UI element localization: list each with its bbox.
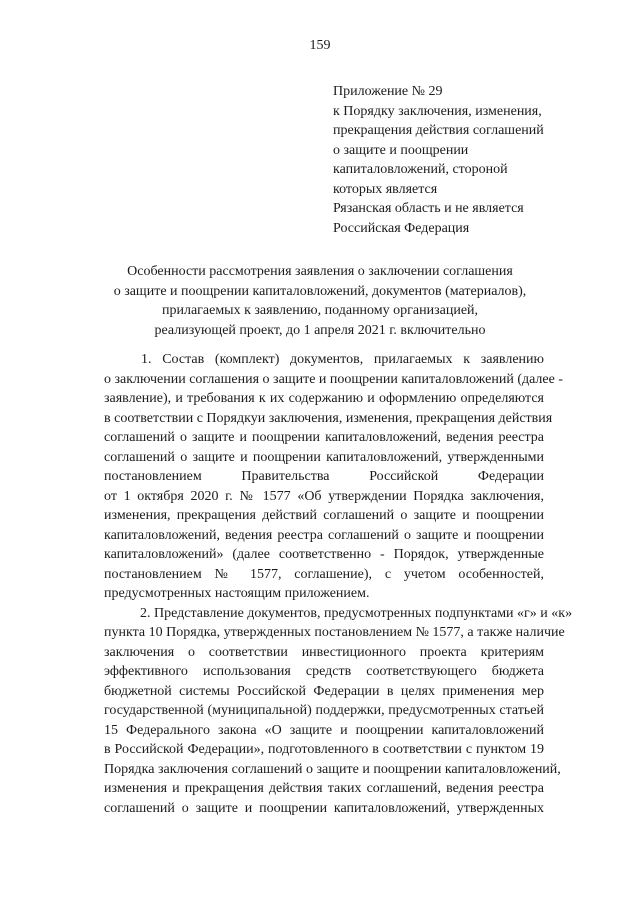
paragraph-2-line: 2. Представление документов, предусмотренных подпунктами «г» и «к» [140, 605, 573, 621]
annex-line: капиталовложений, стороной [333, 162, 508, 177]
annex-header [333, 82, 633, 238]
paragraph-1-line: капиталовложений, ведения реестра соглашений о защите и поощрении [104, 527, 544, 543]
title-line: реализующей проект, до 1 апреля 2021 г. включительно [154, 322, 486, 338]
annex-line: Приложение № 29 [333, 84, 443, 99]
paragraph-1-line: постановлением Правительства Российской Федерации [104, 469, 544, 484]
paragraph-1-line: о заключении соглашения о защите и поощрении капиталовложений (далее - [104, 371, 564, 387]
paragraph-2-line: 15 Федерального закона «О защите и поощрении капиталовложений [104, 722, 544, 738]
paragraph-1-line: соглашений о защите и поощрении капиталовложений, утвержденными [104, 449, 544, 465]
title-line: Особенности рассмотрения заявления о заключении соглашения [127, 264, 513, 279]
paragraph-1-line: изменения, прекращения действий соглашений о защите и поощрении [104, 508, 544, 523]
paragraph-2-line: заключения о соответствии инвестиционного проекта критериям [104, 644, 544, 660]
paragraph-2-line: бюджетной системы Российской Федерации в целях применения мер [104, 683, 544, 699]
paragraph-1-line: в соответствии с Порядкуи заключения, изменения, прекращения действия [104, 410, 553, 426]
annex-line: о защите и поощрении [333, 142, 469, 158]
document-title [0, 262, 640, 340]
paragraph-1-line: соглашений о защите и поощрении капиталовложений, ведения реестра [104, 430, 544, 445]
paragraph-2-line: изменения и прекращения действия таких соглашений, ведения реестра [104, 781, 544, 796]
page-number: 159 [309, 38, 331, 53]
paragraph-2-line: соглашений о защите и поощрении капиталовложений, утвержденных [104, 800, 544, 816]
paragraph-2-line: пункта 10 Порядка, утвержденных постановлением № 1577, а также наличие [104, 625, 565, 640]
annex-line: к Порядку заключения, изменения, [333, 103, 542, 119]
paragraph-2-line: государственной (муниципальной) поддержки, предусмотренных статьей [104, 703, 544, 718]
annex-line: прекращения действия соглашений [333, 123, 544, 138]
paragraph-1-line: 1. Состав (комплект) документов, прилагаемых к заявлению [141, 352, 544, 367]
paragraph-2-line: эффективного использования средств соответствующего бюджета [104, 664, 544, 679]
annex-line: Российская Федерация [333, 220, 470, 236]
paragraph-1-line: от 1 октября 2020 г. № 1577 «Об утверждении Порядка заключения, [104, 488, 544, 504]
paragraph-2-line: Порядка заключения соглашений о защите и поощрении капиталовложений, [104, 761, 561, 777]
paragraph-1-line: капиталовложений» (далее соответственно - Порядок, утвержденные [104, 547, 544, 562]
annex-line: Рязанская область и не является [333, 201, 524, 216]
paragraph-1-line: постановлением № 1577, соглашение), с учетом особенностей, [104, 566, 544, 582]
paragraph-2-line: в Российской Федерации», подготовленного в соответствии с пунктом 19 [104, 742, 544, 757]
annex-line: которых является [333, 181, 438, 197]
paragraph-1-line: заявление), и требования к их содержанию и оформлению определяются [104, 391, 544, 406]
document-body [104, 350, 573, 818]
paragraph-1-line: предусмотренных настоящим приложением. [104, 586, 370, 601]
title-line: о защите и поощрении капиталовложений, документов (материалов), [113, 283, 527, 299]
title-line: прилагаемых к заявлению, поданному организацией, [161, 303, 479, 318]
